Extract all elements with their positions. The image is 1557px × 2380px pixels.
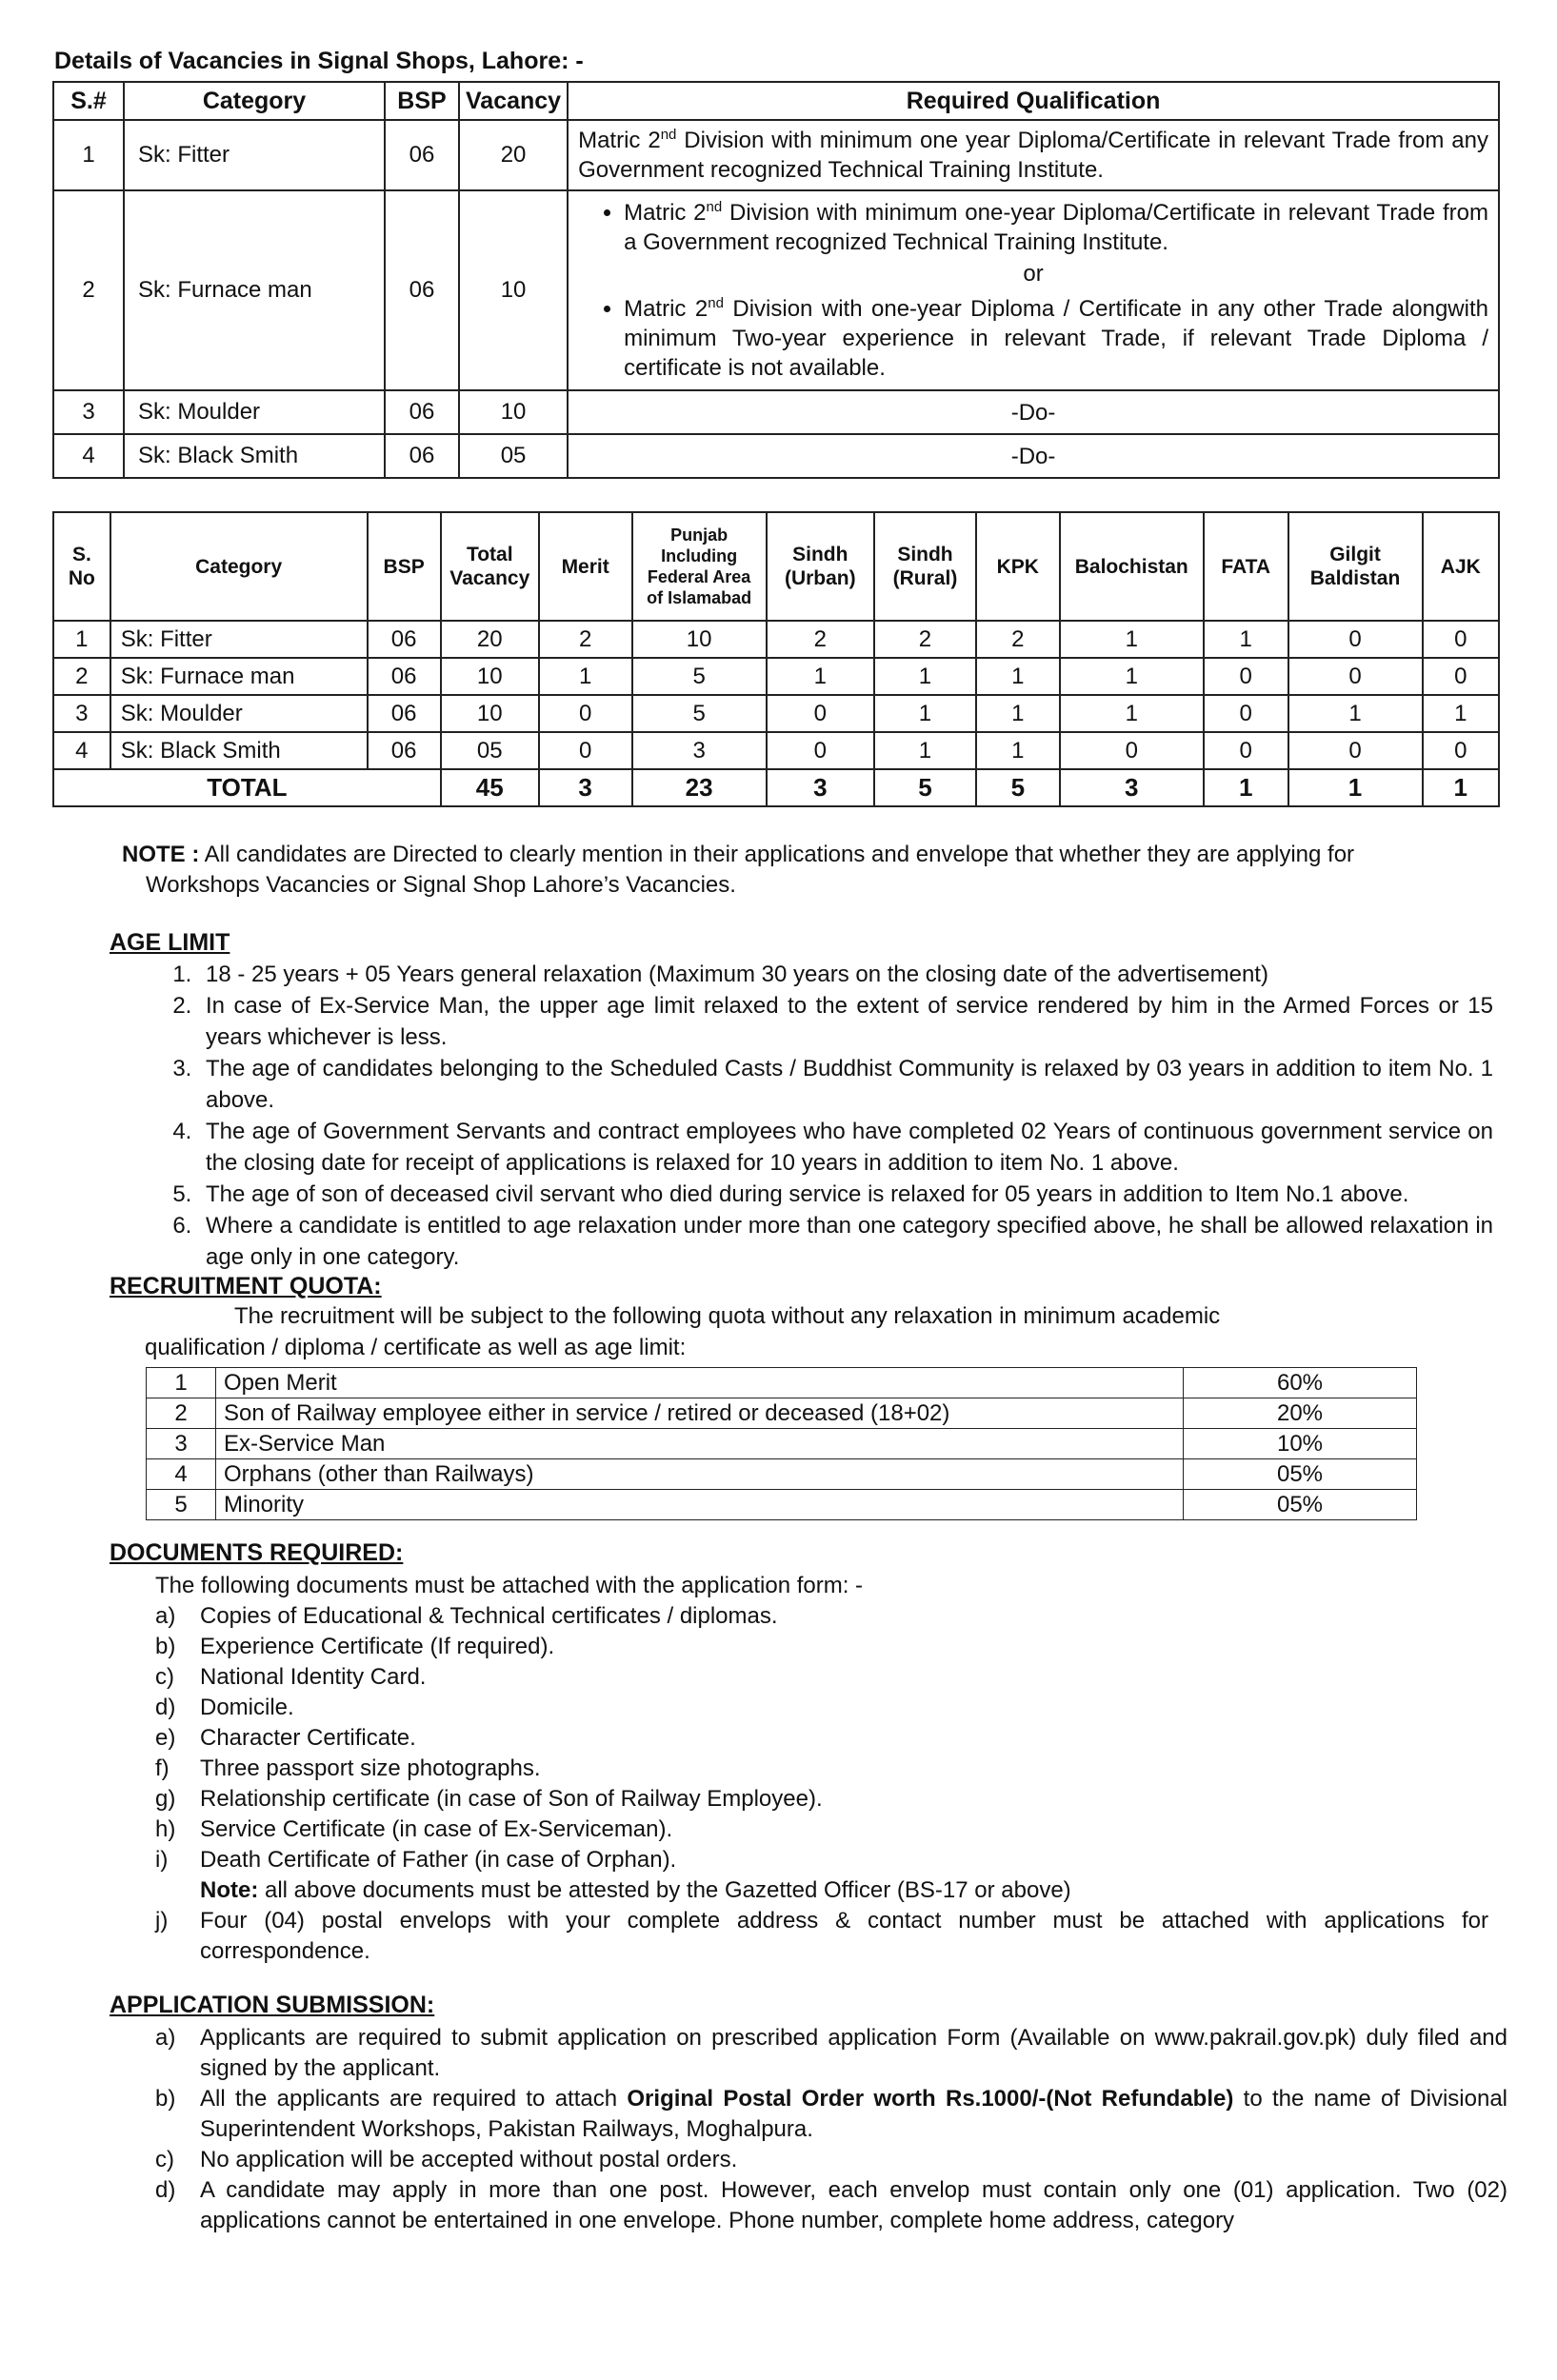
cell-ajk: 0 [1423,732,1499,769]
cell-punjab: 10 [632,621,767,658]
cell-fata: 0 [1204,658,1288,695]
cell-bsp: 06 [368,658,441,695]
item-text: A candidate may apply in more than one post. However, each envelop must contain only one (01) application. Two (02) applications cannot be entertained in one envelope. Phone number, complete home address, category [200,2177,1507,2233]
cell-balochistan: 1 [1060,658,1204,695]
cell-qualification [568,120,1499,190]
vacancy-qualification-table [52,81,1500,479]
cell-category: Sk: Black Smith [124,434,385,478]
cell-total-vacancy: 10 [441,695,539,732]
item-text: Domicile. [200,1695,294,1720]
list-item: 3. The age of candidates belonging to the Scheduled Casts / Buddhist Community is relaxed by 03 years in addition to item No. 1 above. [198,1053,1493,1116]
item-text: Service Certificate (in case of Ex-Serviceman). [200,1816,673,1842]
cell-merit: 0 [539,732,632,769]
list-item [155,2084,1507,2145]
cell-bsp: 06 [385,434,459,478]
cell-merit: 0 [539,695,632,732]
item-text: Character Certificate. [200,1725,416,1751]
advertisement-page [52,48,1508,2236]
quota-number: 5 [147,1490,216,1520]
header-ajk: AJK [1423,512,1499,621]
item-letter: e) [155,1725,176,1751]
list-item [155,1845,1488,1875]
list-item: 4. The age of Government Servants and contract employees who have completed 02 Years of continuous government service on the closing date for receipt of applications is relaxed for 10 years in addition to item No. 1 above. [198,1116,1493,1179]
total-merit: 3 [539,769,632,806]
item-text: Three passport size photographs. [200,1755,541,1781]
province-distribution-table [52,511,1500,807]
or-separator: or [1023,261,1044,287]
cell-gilgit-baldistan: 0 [1288,732,1423,769]
cell-total-vacancy: 20 [441,621,539,658]
list-item [155,1601,1488,1632]
header-category: Category [124,82,385,120]
quota-intro-line2: qualification / diploma / certificate as well as age limit: [145,1335,687,1360]
list-item [155,1662,1488,1693]
list-item [155,1815,1488,1845]
documents-list [155,1601,1488,1875]
header-fata: FATA [1204,512,1288,621]
cell-category: Sk: Fitter [110,621,368,658]
item-letter: g) [155,1786,176,1812]
total-kpk: 5 [976,769,1060,806]
cell-qualification: -Do- [568,390,1499,434]
qualification-text: Division with one-year Diploma / Certificate in any other Trade alongwith minimum Two-year experience in relevant Trade, if relevant Trade Diploma / certificate is not available. [624,296,1488,381]
quota-percentage: 05% [1184,1490,1417,1520]
table-row [147,1459,1417,1490]
header-punjab: Punjab Including Federal Area of Islamabad [632,512,767,621]
list-item [155,1632,1488,1662]
total-punjab: 23 [632,769,767,806]
cell-qualification [568,190,1499,390]
item-text-pre: All the applicants are required to attach [200,2086,628,2112]
item-letter: c) [155,2147,174,2172]
item-letter: b) [155,1634,176,1659]
item-text: National Identity Card. [200,1664,427,1690]
quota-number: 1 [147,1368,216,1398]
list-item [155,1754,1488,1784]
cell-sindh-rural: 1 [874,658,976,695]
cell-sno: 3 [53,390,124,434]
header-category: Category [110,512,368,621]
cell-bsp: 06 [368,621,441,658]
header-sindh-rural: Sindh (Rural) [874,512,976,621]
header-merit: Merit [539,512,632,621]
quota-category: Minority [216,1490,1184,1520]
list-item: 6. Where a candidate is entitled to age relaxation under more than one category specified above, he shall be allowed relaxation in age only in one category. [198,1210,1493,1273]
quota-number: 4 [147,1459,216,1490]
list-item [155,2023,1507,2084]
item-text: Copies of Educational & Technical certificates / diplomas. [200,1603,778,1629]
item-letter: a) [155,2025,176,2051]
cell-sno: 3 [53,695,110,732]
ordinal-suffix: nd [708,295,724,311]
age-limit-list [52,959,1493,1273]
distribution-rows [53,621,1499,769]
cell-fata: 1 [1204,621,1288,658]
cell-sno: 1 [53,621,110,658]
quota-category: Open Merit [216,1368,1184,1398]
list-item [155,1906,1488,1967]
total-balochistan: 3 [1060,769,1204,806]
item-text: No application will be accepted without postal orders. [200,2147,738,2172]
total-label: TOTAL [53,769,441,806]
cell-bsp: 06 [385,120,459,190]
list-item [155,2175,1507,2236]
cell-category: Sk: Furnace man [124,190,385,390]
cell-sno: 1 [53,120,124,190]
quota-table [146,1367,1417,1520]
cell-vacancy: 05 [459,434,568,478]
quota-percentage: 10% [1184,1429,1417,1459]
item-letter: i) [155,1847,169,1873]
item-letter: h) [155,1816,176,1842]
header-total-vacancy: Total Vacancy [441,512,539,621]
vacancies-heading: Details of Vacancies in Signal Shops, Lahore: - [54,48,584,74]
note-text-line2: Workshops Vacancies or Signal Shop Lahore’s Vacancies. [146,872,736,898]
list-item [155,1784,1488,1815]
cell-kpk: 1 [976,695,1060,732]
table-row [53,658,1499,695]
cell-merit: 2 [539,621,632,658]
cell-punjab: 5 [632,695,767,732]
cell-balochistan: 1 [1060,695,1204,732]
cell-sno: 4 [53,434,124,478]
item-text [200,2084,1507,2145]
cell-bsp: 06 [385,390,459,434]
cell-gilgit-baldistan: 0 [1288,658,1423,695]
list-item [155,1723,1488,1754]
cell-category: Sk: Black Smith [110,732,368,769]
postal-order-emphasis: Original Postal Order worth Rs.1000/-(Not Refundable) [627,2086,1234,2112]
cell-sindh-urban: 2 [767,621,874,658]
header-sindh-urban: Sindh (Urban) [767,512,874,621]
ordinal-suffix: nd [660,127,677,143]
item-letter: b) [155,2086,176,2112]
table-row [53,732,1499,769]
cell-vacancy: 10 [459,390,568,434]
item-letter: j) [155,1908,169,1934]
list-item [155,2145,1507,2175]
total-sindh-urban: 3 [767,769,874,806]
documents-note-label: Note: [200,1877,259,1903]
application-submission-title: APPLICATION SUBMISSION: [110,1992,435,2018]
cell-fata: 0 [1204,695,1288,732]
quota-intro [145,1300,1478,1363]
qualification-text: Division with minimum one-year Diploma/Certificate in relevant Trade from a Government recognized Technical Training Institute. [624,200,1488,255]
table-header-row [53,512,1499,621]
item-letter: a) [155,1603,176,1629]
header-gilgit-baldistan: Gilgit Baldistan [1288,512,1423,621]
quota-category: Orphans (other than Railways) [216,1459,1184,1490]
quota-category: Son of Railway employee either in service / retired or deceased (18+02) [216,1398,1184,1429]
table-row [53,190,1499,390]
cell-qualification: -Do- [568,434,1499,478]
cell-sindh-rural: 1 [874,732,976,769]
age-limit-title: AGE LIMIT [110,929,230,956]
cell-sno: 4 [53,732,110,769]
quota-category: Ex-Service Man [216,1429,1184,1459]
quota-percentage: 60% [1184,1368,1417,1398]
qualification-option [624,198,1488,257]
cell-category: Sk: Fitter [124,120,385,190]
cell-total-vacancy: 05 [441,732,539,769]
header-qualification: Required Qualification [568,82,1499,120]
item-text: Death Certificate of Father (in case of Orphan). [200,1847,677,1873]
table-row [147,1398,1417,1429]
item-text-post: to the name of Divisional Superintendent Workshops, Pakistan Railways, Moghalpura. [200,2086,1508,2142]
documents-required-title: DOCUMENTS REQUIRED: [110,1539,404,1566]
note-paragraph [122,840,1436,901]
cell-category: Sk: Furnace man [110,658,368,695]
cell-vacancy: 10 [459,190,568,390]
total-ajk: 1 [1423,769,1499,806]
cell-balochistan: 1 [1060,621,1204,658]
table-row [147,1368,1417,1398]
qualification-options [578,198,1488,257]
list-item: 5. The age of son of deceased civil servant who died during service is relaxed for 05 years in addition to Item No.1 above. [198,1179,1493,1210]
documents-note-block [155,1875,1488,1967]
list-item: 1. 18 - 25 years + 05 Years general relaxation (Maximum 30 years on the closing date of the advertisement) [198,959,1493,990]
item-text: Relationship certificate (in case of Son of Railway Employee). [200,1786,823,1812]
table-header-row [53,82,1499,120]
table-row [53,120,1499,190]
cell-sno: 2 [53,658,110,695]
header-balochistan: Balochistan [1060,512,1204,621]
cell-category: Sk: Moulder [124,390,385,434]
item-text: Applicants are required to submit application on prescribed application Form (Available on www.pakrail.gov.pk) duly filed and signed by the applicant. [200,2025,1507,2081]
qualification-text-pre: Matric 2 [578,128,661,153]
note-text: All candidates are Directed to clearly mention in their applications and envelope that whether they are applying for [199,842,1355,867]
qualification-options [578,294,1488,383]
cell-sindh-rural: 1 [874,695,976,732]
qualification-option [624,294,1488,383]
cell-gilgit-baldistan: 1 [1288,695,1423,732]
table-row [53,434,1499,478]
item-text: Four (04) postal envelops with your complete address & contact number must be attached with applications for correspondence. [200,1908,1488,1964]
cell-ajk: 0 [1423,621,1499,658]
header-vacancy: Vacancy [459,82,568,120]
item-letter: d) [155,2177,176,2203]
item-text: Experience Certificate (If required). [200,1634,555,1659]
total-sindh-rural: 5 [874,769,976,806]
quota-percentage: 20% [1184,1398,1417,1429]
cell-kpk: 2 [976,621,1060,658]
note-label: NOTE : [122,842,200,867]
total-vacancy: 45 [441,769,539,806]
cell-sindh-urban: 1 [767,658,874,695]
total-row [53,769,1499,806]
quota-number: 2 [147,1398,216,1429]
recruitment-quota-title: RECRUITMENT QUOTA: [110,1273,382,1299]
submission-list [155,2023,1507,2236]
cell-sindh-urban: 0 [767,695,874,732]
qualification-text-pre: Matric 2 [624,296,709,322]
quota-number: 3 [147,1429,216,1459]
header-sno: S. No [53,512,110,621]
header-bsp: BSP [385,82,459,120]
cell-sno: 2 [53,190,124,390]
table-row [53,390,1499,434]
cell-total-vacancy: 10 [441,658,539,695]
list-item [155,1693,1488,1723]
header-bsp: BSP [368,512,441,621]
list-item: 2. In case of Ex-Service Man, the upper age limit relaxed to the extent of service rendered by him in the Armed Forces or 15 years whichever is less. [198,990,1493,1053]
documents-intro: The following documents must be attached with the application form: - [155,1573,864,1598]
qualification-text-pre: Matric 2 [624,200,707,226]
header-kpk: KPK [976,512,1060,621]
item-letter: c) [155,1664,174,1690]
total-fata: 1 [1204,769,1288,806]
cell-ajk: 1 [1423,695,1499,732]
cell-sindh-rural: 2 [874,621,976,658]
cell-vacancy: 20 [459,120,568,190]
cell-category: Sk: Moulder [110,695,368,732]
ordinal-suffix: nd [706,199,723,215]
cell-punjab: 5 [632,658,767,695]
cell-fata: 0 [1204,732,1288,769]
cell-bsp: 06 [368,732,441,769]
table-row [147,1490,1417,1520]
quota-percentage: 05% [1184,1459,1417,1490]
cell-gilgit-baldistan: 0 [1288,621,1423,658]
cell-balochistan: 0 [1060,732,1204,769]
table-row [53,621,1499,658]
header-sno: S.# [53,82,124,120]
cell-bsp: 06 [385,190,459,390]
cell-kpk: 1 [976,658,1060,695]
cell-merit: 1 [539,658,632,695]
total-gilgit-baldistan: 1 [1288,769,1423,806]
table-row [53,695,1499,732]
table-row [147,1429,1417,1459]
quota-intro-line1: The recruitment will be subject to the following quota without any relaxation in minimum academic [234,1303,1221,1329]
item-letter: d) [155,1695,176,1720]
item-letter: f) [155,1755,170,1781]
qualification-text: Division with minimum one year Diploma/Certificate in relevant Trade from any Government recognized Technical Training Institute. [578,128,1488,183]
documents-note [155,1875,1488,1906]
cell-kpk: 1 [976,732,1060,769]
documents-note-text: all above documents must be attested by the Gazetted Officer (BS-17 or above) [258,1877,1071,1903]
cell-bsp: 06 [368,695,441,732]
cell-sindh-urban: 0 [767,732,874,769]
cell-ajk: 0 [1423,658,1499,695]
cell-punjab: 3 [632,732,767,769]
